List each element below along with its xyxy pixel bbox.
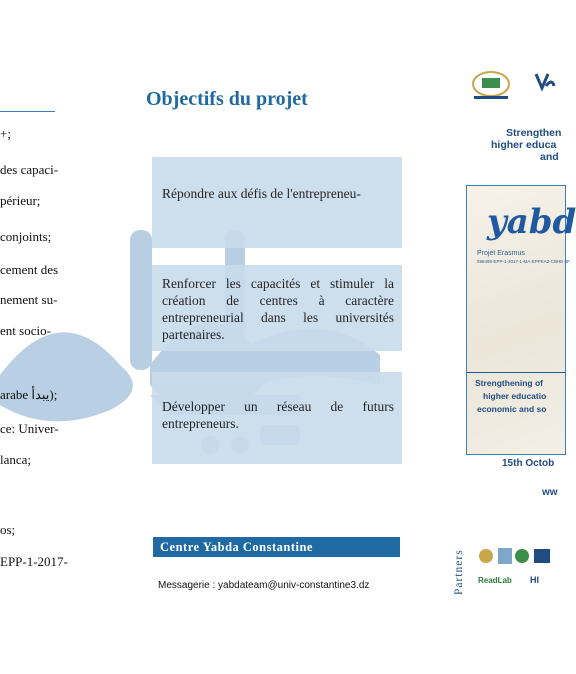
strengthening-line: and	[540, 151, 559, 163]
partner-readlab: ReadLab	[478, 576, 512, 585]
email-text: Messagerie : yabdateam@univ-constantine3.dz	[158, 580, 370, 591]
left-text-line: +;	[0, 126, 11, 141]
left-text-line: EPP-1-2017-	[0, 554, 68, 569]
cover-logo: yabd	[487, 202, 576, 242]
cover-title-line: economic and so	[477, 404, 547, 414]
left-text-line: conjoints;	[0, 229, 52, 244]
left-divider	[0, 111, 55, 112]
cover-title-line: higher educatio	[483, 391, 547, 401]
left-text-line: arabe يبدأ);	[0, 387, 58, 402]
event-date: 15th Octob	[502, 458, 555, 469]
objective-text: Répondre aux défis de l'entrepreneu-	[162, 186, 361, 201]
strengthening-line: higher educa	[491, 139, 557, 151]
page-title: Objectifs du projet	[146, 88, 308, 110]
cover-divider	[467, 372, 565, 373]
left-text-line: périeur;	[0, 193, 41, 208]
center-name-bar: Centre Yabda Constantine	[153, 537, 400, 557]
strengthening-line: Strengthen	[506, 127, 562, 139]
left-text-line: os;	[0, 522, 16, 537]
brochure-cover	[466, 185, 576, 455]
partners-label: Partners	[453, 549, 465, 595]
left-text-line: des capaci-	[0, 162, 59, 177]
yabda-logo	[534, 68, 554, 98]
cover-title-line: Strengthening of	[475, 378, 543, 388]
objective-text: Renforcer les capacités et stimuler la création de centres à caractère entrepreneurial dans les universités partenaires.	[162, 276, 394, 342]
objective-box	[152, 265, 402, 351]
cover-subtitle: Projet Erasmus	[477, 250, 525, 257]
objective-box	[152, 157, 402, 248]
left-text-line: nement su-	[0, 292, 58, 307]
university-logo	[470, 68, 512, 102]
left-text-line: lanca;	[0, 452, 32, 467]
partner-hi: HI	[530, 575, 539, 585]
objective-text: Développer un réseau de futurs entrepreneurs.	[162, 399, 394, 431]
objective-box	[152, 372, 402, 464]
website-text: ww	[542, 487, 558, 498]
cover-code: 598498-EPP-1-2017-1-MA-EPPKA2-CBHE-JP	[477, 259, 571, 264]
left-text-line: cement des	[0, 262, 59, 277]
left-text-line: ent socio-	[0, 323, 51, 338]
partner-logo-row-icon	[478, 544, 554, 568]
left-text-line: ce: Univer-	[0, 421, 59, 436]
partner-logos	[472, 542, 554, 594]
